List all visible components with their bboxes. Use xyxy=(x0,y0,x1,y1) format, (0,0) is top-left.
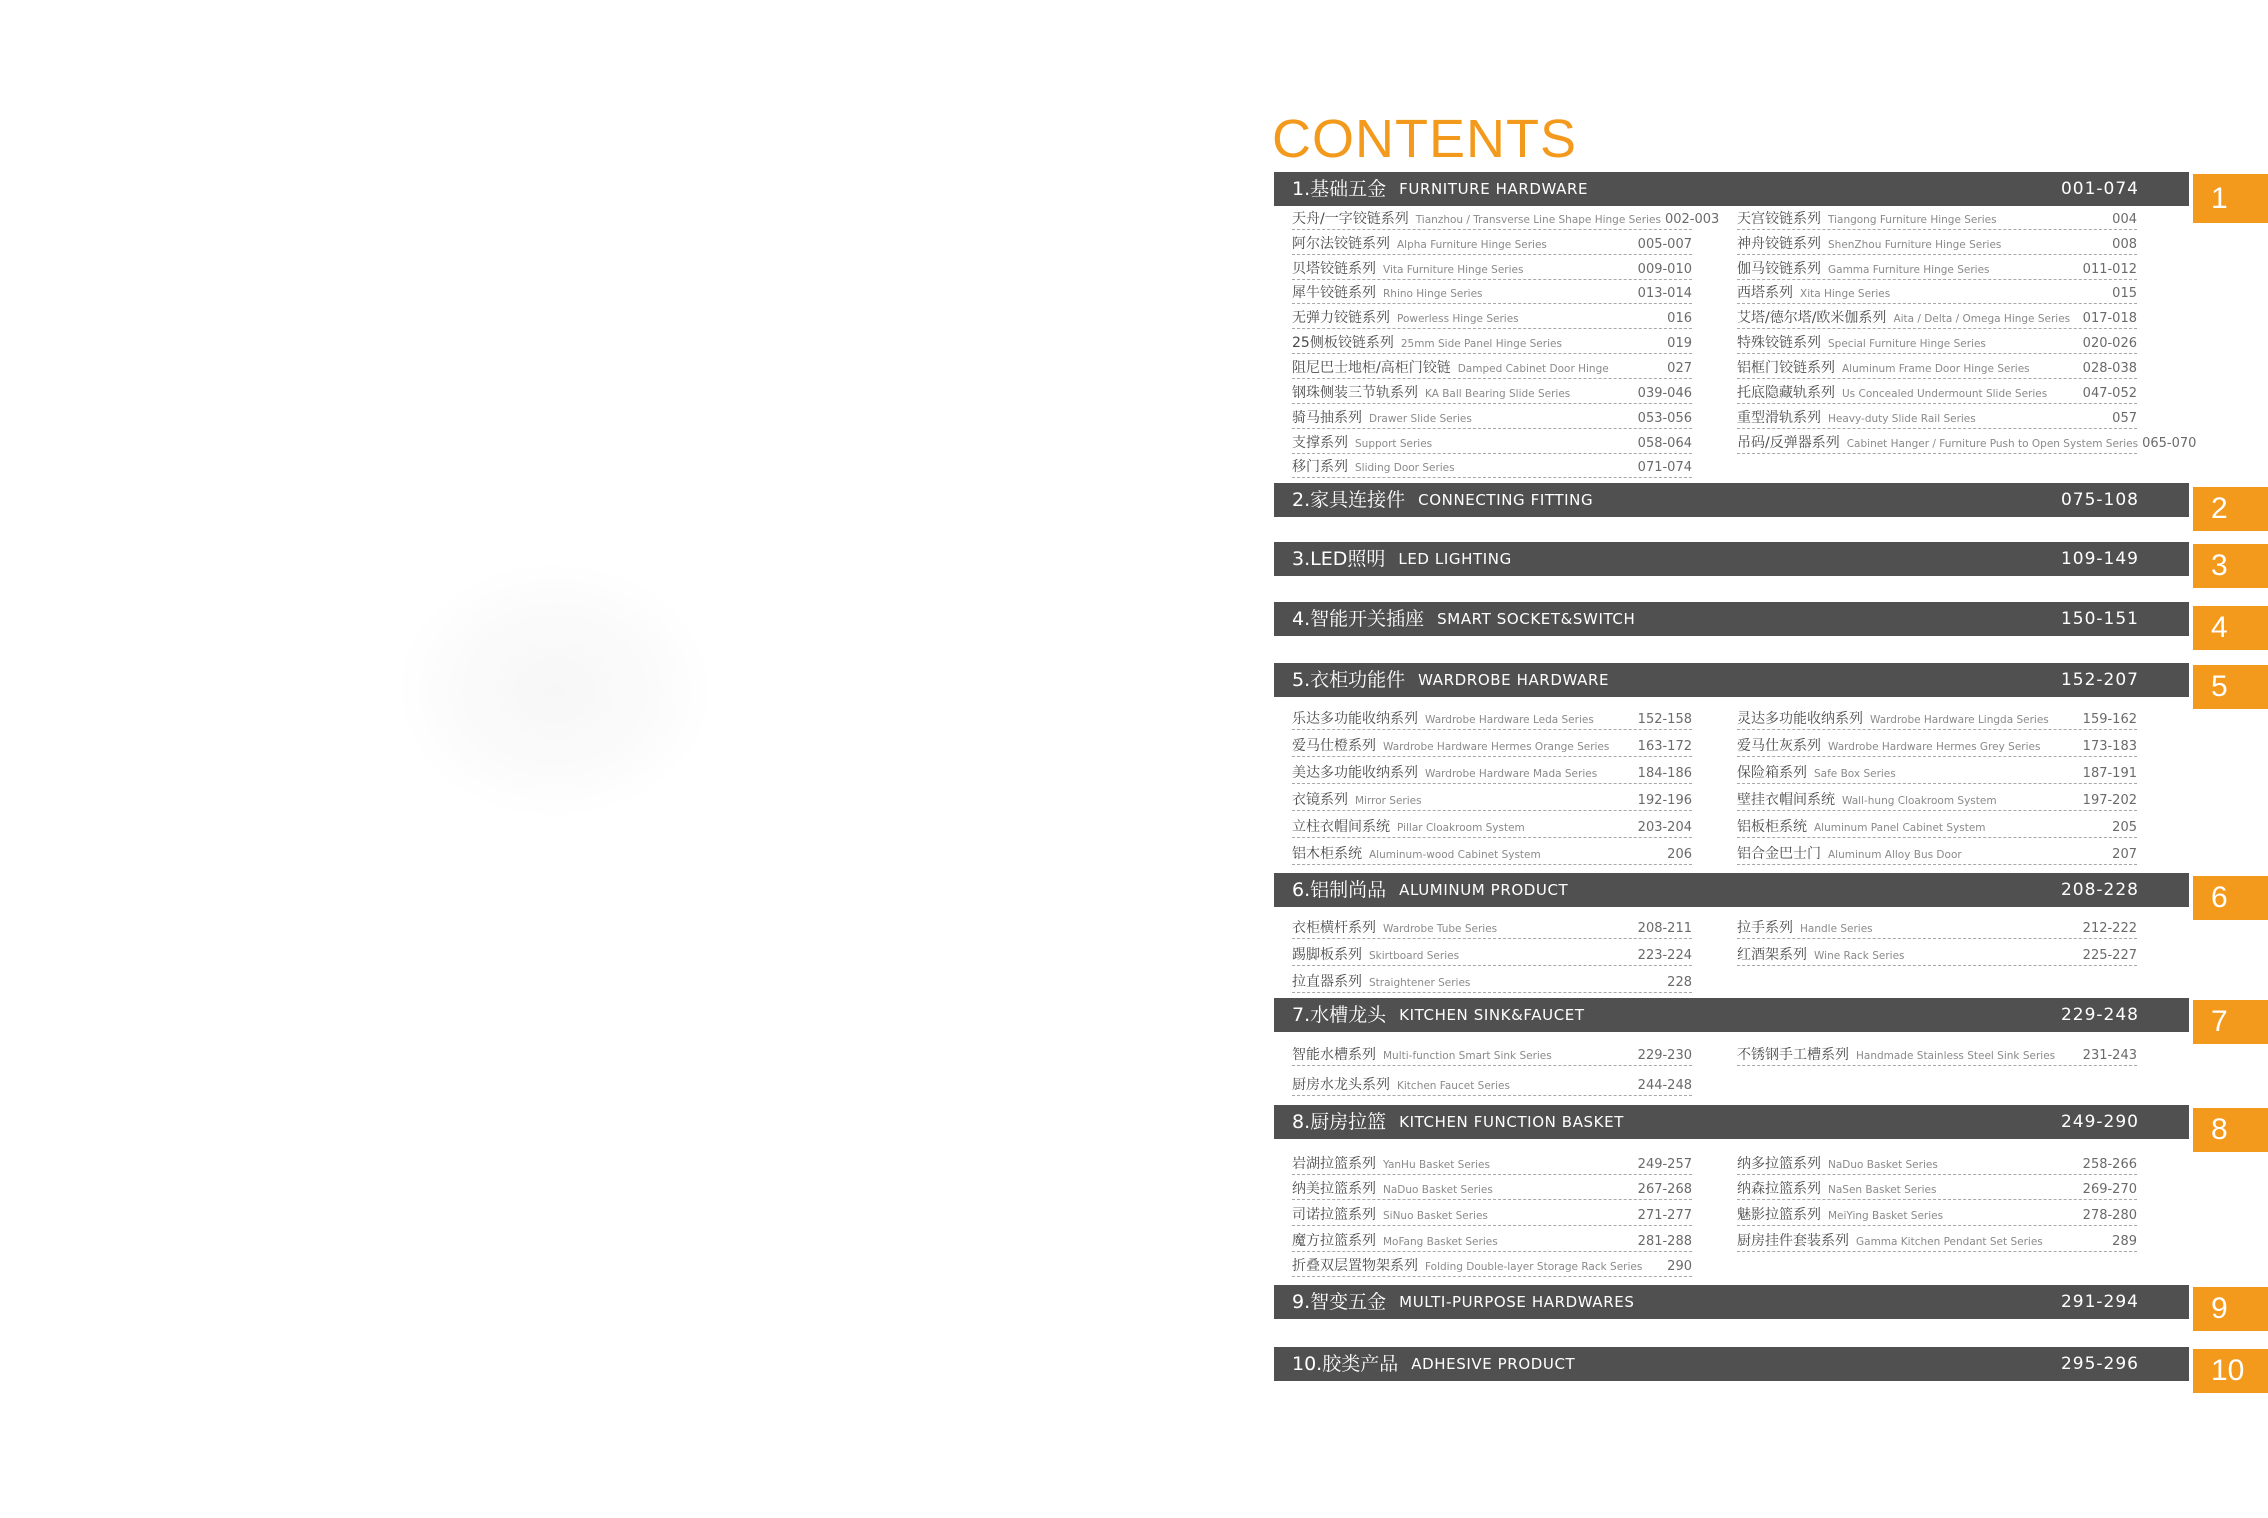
entry-page-range: 269-270 xyxy=(2082,1182,2137,1197)
toc-entry[interactable] xyxy=(1292,759,1692,784)
entry-title-en: Straightener Series xyxy=(1369,977,1471,989)
section-title-en: KITCHEN FUNCTION BASKET xyxy=(1399,1113,1624,1131)
section-title-cn: LED照明 xyxy=(1310,548,1386,570)
entry-title-cn: 乐达多功能收纳系列 xyxy=(1292,711,1418,727)
section-title-cn: 智变五金 xyxy=(1310,1291,1387,1313)
entry-page-range: 173-183 xyxy=(2082,739,2137,754)
entry-title-cn: 保险箱系列 xyxy=(1737,765,1807,781)
entry-page-range: 159-162 xyxy=(2082,712,2137,727)
entry-page-range: 205 xyxy=(2112,820,2137,835)
entry-page-range: 013-014 xyxy=(1637,286,1692,301)
toc-entry[interactable] xyxy=(1292,914,1692,939)
section-number: 7. xyxy=(1292,1004,1311,1026)
entry-title-en: Powerless Hinge Series xyxy=(1397,313,1519,325)
toc-entry[interactable] xyxy=(1737,304,2137,329)
entry-title-cn: 无弹力铰链系列 xyxy=(1292,310,1390,326)
entry-title-en: Gamma Kitchen Pendant Set Series xyxy=(1856,1236,2043,1248)
entry-title-en: MeiYing Basket Series xyxy=(1828,1210,1944,1222)
toc-entry[interactable] xyxy=(1292,379,1692,404)
entry-title-en: Us Concealed Undermount Slide Series xyxy=(1842,388,2048,400)
section-number: 9. xyxy=(1292,1291,1311,1313)
section-tab-3[interactable]: 3 xyxy=(2193,544,2268,588)
toc-entry[interactable] xyxy=(1292,1252,1692,1277)
entry-title-en: NaDuo Basket Series xyxy=(1828,1159,1938,1171)
entry-title-en: Tianzhou / Transverse Line Shape Hinge Series xyxy=(1415,214,1661,226)
entry-title-en: Aluminum Alloy Bus Door xyxy=(1828,849,1962,861)
entry-page-range: 019 xyxy=(1667,336,1692,351)
entry-page-range: 015 xyxy=(2112,286,2137,301)
entry-title-cn: 阻尼巴士地柜/高柜门铰链 xyxy=(1292,360,1451,376)
toc-entry[interactable] xyxy=(1292,840,1692,865)
section-title-en: FURNITURE HARDWARE xyxy=(1399,180,1589,198)
entry-title-en: Damped Cabinet Door Hinge xyxy=(1457,363,1609,375)
section-title-cn: 铝制尚品 xyxy=(1310,879,1387,901)
entry-title-en: Mirror Series xyxy=(1355,795,1422,807)
section-header-1[interactable] xyxy=(1274,172,2189,206)
entry-page-range: 065-070 xyxy=(2142,436,2197,451)
entry-title-en: Sliding Door Series xyxy=(1355,462,1455,474)
entry-title-en: MoFang Basket Series xyxy=(1383,1236,1498,1248)
toc-entry[interactable] xyxy=(1292,404,1692,429)
entry-title-en: Wardrobe Hardware Hermes Grey Series xyxy=(1828,741,2041,753)
entry-page-range: 258-266 xyxy=(2082,1157,2137,1172)
section-title-en: CONNECTING FITTING xyxy=(1418,491,1594,509)
entry-title-cn: 厨房水龙头系列 xyxy=(1292,1077,1390,1093)
toc-entry[interactable] xyxy=(1737,1150,2137,1175)
toc-entry[interactable] xyxy=(1737,230,2137,255)
entry-title-en: Special Furniture Hinge Series xyxy=(1828,338,1986,350)
section-header-9[interactable] xyxy=(1274,1285,2189,1319)
entry-title-en: Aluminum-wood Cabinet System xyxy=(1369,849,1541,861)
entry-page-range: 004 xyxy=(2112,212,2137,227)
toc-entry[interactable] xyxy=(1737,404,2137,429)
toc-entry[interactable] xyxy=(1292,786,1692,811)
toc-entry[interactable] xyxy=(1292,453,1692,478)
entry-title-cn: 衣柜横杆系列 xyxy=(1292,920,1376,936)
entry-page-range: 223-224 xyxy=(1637,948,1692,963)
toc-entry[interactable] xyxy=(1292,1071,1692,1096)
entry-title-en: Vita Furniture Hinge Series xyxy=(1383,264,1524,276)
entry-title-cn: 不锈钢手工槽系列 xyxy=(1737,1047,1849,1063)
entry-title-en: Wardrobe Hardware Mada Series xyxy=(1425,768,1598,780)
section-number: 4. xyxy=(1292,608,1311,630)
entry-title-cn: 25侧板铰链系列 xyxy=(1292,335,1394,351)
entry-title-cn: 犀牛铰链系列 xyxy=(1292,285,1376,301)
entry-title-en: Wardrobe Hardware Leda Series xyxy=(1425,714,1594,726)
entry-page-range: 192-196 xyxy=(1637,793,1692,808)
entry-title-cn: 伽马铰链系列 xyxy=(1737,261,1821,277)
entry-title-cn: 西塔系列 xyxy=(1737,285,1793,301)
section-title-en: MULTI-PURPOSE HARDWARES xyxy=(1399,1293,1635,1311)
entry-page-range: 271-277 xyxy=(1637,1208,1692,1223)
entry-title-cn: 拉直器系列 xyxy=(1292,974,1362,990)
entry-page-range: 020-026 xyxy=(2082,336,2137,351)
entry-title-cn: 魅影拉篮系列 xyxy=(1737,1207,1821,1223)
entry-title-en: Wardrobe Hardware Hermes Orange Series xyxy=(1383,741,1610,753)
section-title-cn: 厨房拉篮 xyxy=(1310,1111,1387,1133)
section-page-range: 249-290 xyxy=(2060,1112,2139,1132)
section-title-cn: 家具连接件 xyxy=(1310,489,1406,511)
toc-entry[interactable] xyxy=(1292,968,1692,993)
toc-entry[interactable] xyxy=(1737,1227,2137,1252)
entry-title-cn: 拉手系列 xyxy=(1737,920,1793,936)
section-header-6[interactable] xyxy=(1274,873,2189,907)
toc-entry[interactable] xyxy=(1737,1201,2137,1226)
entry-title-cn: 移门系列 xyxy=(1292,459,1348,475)
entry-title-cn: 特殊铰链系列 xyxy=(1737,335,1821,351)
entry-title-en: Gamma Furniture Hinge Series xyxy=(1828,264,1990,276)
entry-title-cn: 衣镜系列 xyxy=(1292,792,1348,808)
toc-entry[interactable] xyxy=(1292,230,1692,255)
section-page-range: 150-151 xyxy=(2060,609,2139,629)
entry-title-en: Xita Hinge Series xyxy=(1800,288,1891,300)
section-title-en: LED LIGHTING xyxy=(1398,550,1512,568)
toc-entry[interactable] xyxy=(1737,329,2137,354)
section-header-2[interactable] xyxy=(1274,483,2189,517)
section-tab-1[interactable]: 1 xyxy=(2193,174,2268,223)
entry-title-en: Handmade Stainless Steel Sink Series xyxy=(1856,1050,2056,1062)
entry-page-range: 005-007 xyxy=(1637,237,1692,252)
entry-title-en: Handle Series xyxy=(1800,923,1873,935)
section-page-range: 152-207 xyxy=(2060,670,2139,690)
entry-page-range: 249-257 xyxy=(1637,1157,1692,1172)
entry-page-range: 208-211 xyxy=(1637,921,1692,936)
entry-page-range: 203-204 xyxy=(1637,820,1692,835)
entry-page-range: 009-010 xyxy=(1637,262,1692,277)
soft-glow-decoration xyxy=(395,560,715,820)
entry-title-cn: 纳美拉篮系列 xyxy=(1292,1181,1376,1197)
section-page-range: 229-248 xyxy=(2060,1005,2139,1025)
entry-title-cn: 美达多功能收纳系列 xyxy=(1292,765,1418,781)
entry-page-range: 231-243 xyxy=(2082,1048,2137,1063)
toc-entry[interactable] xyxy=(1292,429,1692,454)
entry-title-cn: 纳多拉篮系列 xyxy=(1737,1156,1821,1172)
entry-page-range: 071-074 xyxy=(1637,460,1692,475)
section-title-en: SMART SOCKET&SWITCH xyxy=(1437,610,1636,628)
entry-title-cn: 阿尔法铰链系列 xyxy=(1292,236,1390,252)
entry-title-cn: 天宫铰链系列 xyxy=(1737,211,1821,227)
entry-page-range: 197-202 xyxy=(2082,793,2137,808)
entry-title-en: Wall-hung Cloakroom System xyxy=(1842,795,1997,807)
section-header-4[interactable] xyxy=(1274,602,2189,636)
entry-title-cn: 爱马仕橙系列 xyxy=(1292,738,1376,754)
toc-entry[interactable] xyxy=(1292,732,1692,757)
entry-page-range: 011-012 xyxy=(2082,262,2137,277)
toc-entry[interactable] xyxy=(1292,255,1692,280)
section-number: 5. xyxy=(1292,669,1311,691)
entry-title-en: Wardrobe Hardware Lingda Series xyxy=(1870,714,2049,726)
entry-title-cn: 爱马仕灰系列 xyxy=(1737,738,1821,754)
entry-page-range: 229-230 xyxy=(1637,1048,1692,1063)
toc-entry[interactable] xyxy=(1737,379,2137,404)
section-number: 3. xyxy=(1292,548,1311,570)
section-title-cn: 胶类产品 xyxy=(1322,1353,1399,1375)
entry-title-en: Support Series xyxy=(1355,438,1433,450)
entry-title-en: Heavy-duty Slide Rail Series xyxy=(1828,413,1976,425)
toc-entry[interactable] xyxy=(1292,1150,1692,1175)
entry-title-cn: 吊码/反弹器系列 xyxy=(1737,435,1840,451)
entry-page-range: 008 xyxy=(2112,237,2137,252)
entry-page-range: 244-248 xyxy=(1637,1078,1692,1093)
entry-page-range: 187-191 xyxy=(2082,766,2137,781)
toc-entry[interactable] xyxy=(1292,1175,1692,1200)
section-tab-6[interactable]: 6 xyxy=(2193,876,2268,920)
entry-title-en: Multi-function Smart Sink Series xyxy=(1383,1050,1552,1062)
entry-title-en: Cabinet Hanger / Furniture Push to Open System Series xyxy=(1846,438,2139,450)
entry-title-cn: 司诺拉篮系列 xyxy=(1292,1207,1376,1223)
entry-page-range: 206 xyxy=(1667,847,1692,862)
entry-title-en: Rhino Hinge Series xyxy=(1383,288,1483,300)
entry-title-en: Safe Box Series xyxy=(1814,768,1896,780)
section-number: 1. xyxy=(1292,178,1311,200)
entry-title-en: Kitchen Faucet Series xyxy=(1397,1080,1510,1092)
toc-entry[interactable] xyxy=(1737,255,2137,280)
toc-entry[interactable] xyxy=(1737,786,2137,811)
section-header-3[interactable] xyxy=(1274,542,2189,576)
toc-entry[interactable] xyxy=(1292,1201,1692,1226)
entry-title-en: Tiangong Furniture Hinge Series xyxy=(1828,214,1997,226)
section-page-range: 291-294 xyxy=(2060,1292,2139,1312)
toc-entry[interactable] xyxy=(1292,705,1692,730)
section-tab-7[interactable]: 7 xyxy=(2193,1000,2268,1044)
entry-title-cn: 铝板柜系统 xyxy=(1737,819,1807,835)
toc-entry[interactable] xyxy=(1292,205,1720,230)
entry-page-range: 058-064 xyxy=(1637,436,1692,451)
entry-title-cn: 灵达多功能收纳系列 xyxy=(1737,711,1863,727)
entry-title-en: YanHu Basket Series xyxy=(1383,1159,1490,1171)
toc-entry[interactable] xyxy=(1737,1041,2137,1066)
section-number: 2. xyxy=(1292,489,1311,511)
section-title-en: WARDROBE HARDWARE xyxy=(1418,671,1610,689)
toc-entry[interactable] xyxy=(1292,354,1692,379)
entry-title-en: NaDuo Basket Series xyxy=(1383,1184,1493,1196)
entry-page-range: 207 xyxy=(2112,847,2137,862)
entry-title-cn: 折叠双层置物架系列 xyxy=(1292,1258,1418,1274)
section-tab-4[interactable]: 4 xyxy=(2193,606,2268,650)
entry-title-en: Pillar Cloakroom System xyxy=(1397,822,1525,834)
entry-title-en: KA Ball Bearing Slide Series xyxy=(1425,388,1571,400)
entry-title-cn: 天舟/一字铰链系列 xyxy=(1292,211,1409,227)
entry-title-cn: 纳森拉篮系列 xyxy=(1737,1181,1821,1197)
entry-title-cn: 踢脚板系列 xyxy=(1292,947,1362,963)
entry-title-en: 25mm Side Panel Hinge Series xyxy=(1400,338,1562,350)
entry-title-en: Aluminum Frame Door Hinge Series xyxy=(1842,363,2030,375)
section-page-range: 109-149 xyxy=(2060,549,2139,569)
toc-entry[interactable] xyxy=(1737,732,2137,757)
entry-title-en: Aita / Delta / Omega Hinge Series xyxy=(1893,313,2071,325)
entry-page-range: 047-052 xyxy=(2082,386,2137,401)
section-header-5[interactable] xyxy=(1274,663,2189,697)
entry-title-cn: 钢珠侧装三节轨系列 xyxy=(1292,385,1418,401)
section-tab-10[interactable]: 10 xyxy=(2193,1349,2268,1393)
entry-title-cn: 立柱衣帽间系统 xyxy=(1292,819,1390,835)
toc-entry[interactable] xyxy=(1737,759,2137,784)
toc-entry[interactable] xyxy=(1292,329,1692,354)
section-tab-2[interactable]: 2 xyxy=(2193,487,2268,531)
entry-page-range: 289 xyxy=(2112,1234,2137,1249)
entry-title-cn: 神舟铰链系列 xyxy=(1737,236,1821,252)
section-tab-9[interactable]: 9 xyxy=(2193,1287,2268,1331)
section-title-en: ADHESIVE PRODUCT xyxy=(1411,1355,1576,1373)
toc-entry[interactable] xyxy=(1292,279,1692,304)
section-header-7[interactable] xyxy=(1274,998,2189,1032)
entry-title-en: Wardrobe Tube Series xyxy=(1383,923,1498,935)
section-number: 6. xyxy=(1292,879,1311,901)
entry-title-cn: 艾塔/德尔塔/欧米伽系列 xyxy=(1737,310,1887,326)
entry-page-range: 225-227 xyxy=(2082,948,2137,963)
toc-entry[interactable] xyxy=(1737,279,2137,304)
entry-title-en: Skirtboard Series xyxy=(1369,950,1460,962)
entry-title-cn: 托底隐藏轨系列 xyxy=(1737,385,1835,401)
section-title-en: ALUMINUM PRODUCT xyxy=(1399,881,1569,899)
toc-entry[interactable] xyxy=(1292,941,1692,966)
section-title-cn: 智能开关插座 xyxy=(1310,608,1425,630)
entry-page-range: 290 xyxy=(1667,1259,1692,1274)
entry-page-range: 184-186 xyxy=(1637,766,1692,781)
entry-page-range: 281-288 xyxy=(1637,1234,1692,1249)
toc-entry[interactable] xyxy=(1737,354,2137,379)
toc-entry[interactable] xyxy=(1292,1227,1692,1252)
entry-page-range: 028-038 xyxy=(2082,361,2137,376)
section-number: 10. xyxy=(1292,1353,1323,1375)
toc-entry[interactable] xyxy=(1292,813,1692,838)
entry-page-range: 267-268 xyxy=(1637,1182,1692,1197)
entry-title-en: Alpha Furniture Hinge Series xyxy=(1397,239,1547,251)
section-header-10[interactable] xyxy=(1274,1347,2189,1381)
entry-title-cn: 骑马抽系列 xyxy=(1292,410,1362,426)
section-title-cn: 基础五金 xyxy=(1310,178,1387,200)
entry-page-range: 212-222 xyxy=(2082,921,2137,936)
entry-page-range: 152-158 xyxy=(1637,712,1692,727)
toc-entry[interactable] xyxy=(1737,205,2137,230)
entry-title-en: Aluminum Panel Cabinet System xyxy=(1814,822,1986,834)
toc-entry[interactable] xyxy=(1292,1041,1692,1066)
section-title-cn: 水槽龙头 xyxy=(1310,1004,1387,1026)
toc-entry[interactable] xyxy=(1737,941,2137,966)
page-title: CONTENTS xyxy=(1272,109,1577,169)
section-page-range: 001-074 xyxy=(2060,179,2139,199)
entry-title-cn: 铝框门铰链系列 xyxy=(1737,360,1835,376)
entry-page-range: 228 xyxy=(1667,975,1692,990)
entry-title-en: Folding Double-layer Storage Rack Series xyxy=(1425,1261,1643,1273)
table-of-contents xyxy=(1274,0,2268,1518)
section-page-range: 075-108 xyxy=(2060,490,2139,510)
toc-entry[interactable] xyxy=(1737,705,2137,730)
entry-title-cn: 贝塔铰链系列 xyxy=(1292,261,1376,277)
toc-entry[interactable] xyxy=(1737,914,2137,939)
section-title-cn: 衣柜功能件 xyxy=(1310,669,1406,691)
entry-title-cn: 壁挂衣帽间系统 xyxy=(1737,792,1835,808)
entry-page-range: 027 xyxy=(1667,361,1692,376)
section-page-range: 208-228 xyxy=(2060,880,2139,900)
entry-page-range: 057 xyxy=(2112,411,2137,426)
entry-title-en: ShenZhou Furniture Hinge Series xyxy=(1828,239,2002,251)
section-title-en: KITCHEN SINK&FAUCET xyxy=(1399,1006,1585,1024)
toc-entry[interactable] xyxy=(1737,1175,2137,1200)
entry-title-en: NaSen Basket Series xyxy=(1828,1184,1937,1196)
entry-page-range: 053-056 xyxy=(1637,411,1692,426)
entry-page-range: 163-172 xyxy=(1637,739,1692,754)
toc-entry[interactable] xyxy=(1737,813,2137,838)
entry-title-cn: 红酒架系列 xyxy=(1737,947,1807,963)
entry-title-cn: 岩湖拉篮系列 xyxy=(1292,1156,1376,1172)
entry-page-range: 002-003 xyxy=(1664,212,1720,227)
entry-title-en: Drawer Slide Series xyxy=(1369,413,1472,425)
toc-entry[interactable] xyxy=(1737,840,2137,865)
section-number: 8. xyxy=(1292,1111,1311,1133)
toc-entry[interactable] xyxy=(1737,429,2197,454)
section-tab-5[interactable]: 5 xyxy=(2193,665,2268,709)
entry-page-range: 017-018 xyxy=(2082,311,2137,326)
entry-title-cn: 重型滑轨系列 xyxy=(1737,410,1821,426)
entry-title-cn: 厨房挂件套装系列 xyxy=(1737,1233,1849,1249)
entry-page-range: 039-046 xyxy=(1637,386,1692,401)
section-tab-8[interactable]: 8 xyxy=(2193,1108,2268,1152)
entry-title-en: Wine Rack Series xyxy=(1814,950,1905,962)
entry-title-en: SiNuo Basket Series xyxy=(1383,1210,1488,1222)
entry-title-cn: 魔方拉篮系列 xyxy=(1292,1233,1376,1249)
section-page-range: 295-296 xyxy=(2060,1354,2139,1374)
entry-page-range: 278-280 xyxy=(2082,1208,2137,1223)
toc-entry[interactable] xyxy=(1292,304,1692,329)
entry-title-cn: 铝木柜系统 xyxy=(1292,846,1362,862)
section-header-8[interactable] xyxy=(1274,1105,2189,1139)
entry-title-cn: 铝合金巴士门 xyxy=(1737,846,1821,862)
entry-page-range: 016 xyxy=(1667,311,1692,326)
entry-title-cn: 智能水槽系列 xyxy=(1292,1047,1376,1063)
entry-title-cn: 支撑系列 xyxy=(1292,435,1348,451)
